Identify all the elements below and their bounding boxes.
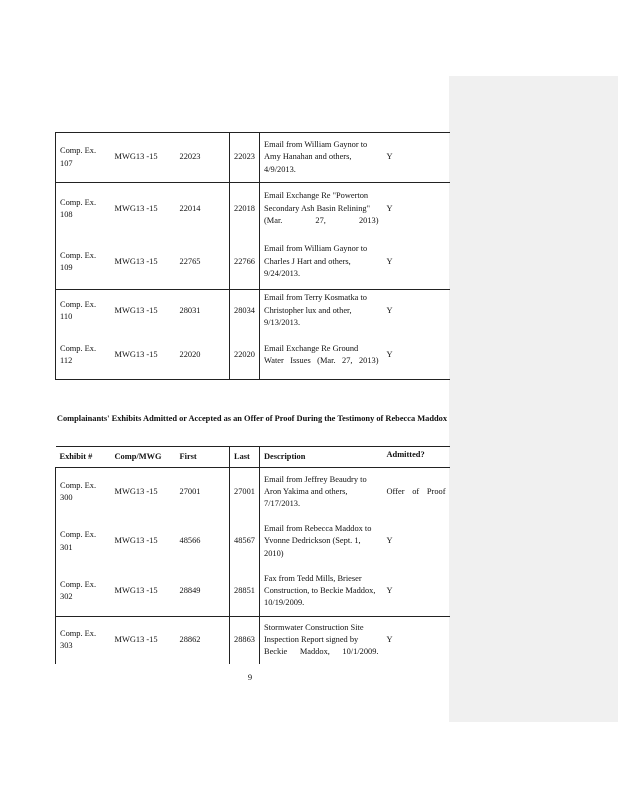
description-cell: Email Exchange Re "Powerton Secondary Ash Basin Relining" (Mar. 27, 2013) [260,183,383,235]
comp-cell: MWG13 -15 [114,152,158,162]
table-row [56,517,450,567]
header-last: Last [230,447,260,468]
header-admitted: Admitted? [386,450,425,459]
admitted-cell: Y [386,635,393,645]
comp-cell: MWG13 -15 [114,203,158,213]
first-cell: 48566 [179,536,201,546]
admitted-cell: Y [386,586,393,596]
last-cell: 22766 [230,235,260,290]
admitted-cell: Offer of Proof [386,487,446,497]
table-row [56,567,450,617]
last-cell: 22018 [230,183,260,235]
comment-panel [449,76,618,722]
table-row [56,290,450,332]
exhibit-cell: Comp. Ex. 107 [56,133,111,183]
first-cell: 22020 [179,350,201,360]
header-comp-mwg: Comp/MWG [114,451,162,461]
description-cell: Email from Terry Kosmatka to Christopher lux and other, 9/13/2013. [260,290,383,332]
first-cell: 22014 [179,203,201,213]
description-cell: Fax from Tedd Mills, Brieser Construction, to Beckie Maddox, 10/19/2009. [260,567,383,617]
description-cell: Email from Jeffrey Beaudry to Aron Yakima and others, 7/17/2013. [260,468,383,517]
page-number: 9 [247,672,253,682]
admitted-cell: Y [386,350,393,360]
last-cell: 22023 [230,133,260,183]
last-cell: 28034 [230,290,260,332]
comp-cell: MWG13 -15 [114,305,158,315]
first-cell: 28862 [179,635,201,645]
table-row [56,468,450,517]
table-row [56,617,450,664]
comp-cell: MWG13 -15 [114,586,158,596]
description-cell: Email from William Gaynor to Charles J Hart and others, 9/24/2013. [260,235,383,290]
first-cell: 22765 [179,256,201,266]
header-first: First [179,451,197,461]
comp-cell: MWG13 -15 [114,487,158,497]
last-cell: 28863 [230,617,260,664]
first-cell: 28849 [179,586,201,596]
header-exhibit: Exhibit # [59,451,93,461]
exhibits-table-2 [55,446,450,664]
comp-cell: MWG13 -15 [114,256,158,266]
comp-cell: MWG13 -15 [114,635,158,645]
first-cell: 27001 [179,487,201,497]
admitted-cell: Y [386,305,393,315]
table-row [56,332,450,380]
description-cell: Email Exchange Re Ground Water Issues (Mar. 27, 2013) [260,332,383,380]
table-row [56,133,450,183]
table-caption: Complainants' Exhibits Admitted or Accepted as an Offer of Proof During the Testimony of Rebecca Maddox [56,414,448,423]
exhibit-cell: Comp. Ex. 109 [56,235,111,290]
table-header-row [56,447,450,468]
admitted-cell: Y [386,152,393,162]
exhibits-table-1 [55,132,450,380]
exhibit-cell: Comp. Ex. 110 [56,290,111,332]
description-cell: Email from Rebecca Maddox to Yvonne Dedrickson (Sept. 1, 2010) [260,517,383,567]
description-cell: Email from William Gaynor to Amy Hanahan and others, 4/9/2013. [260,133,383,183]
description-cell: Stormwater Construction Site Inspection Report signed by Beckie Maddox, 10/1/2009. [260,617,383,664]
exhibit-cell: Comp. Ex. 108 [56,183,111,235]
exhibit-cell: Comp. Ex. 112 [56,332,111,380]
table-row [56,235,450,290]
admitted-cell: Y [386,256,393,266]
first-cell: 22023 [179,152,201,162]
comp-cell: MWG13 -15 [114,350,158,360]
last-cell: 28851 [230,567,260,617]
exhibit-cell: Comp. Ex. 302 [56,567,111,617]
last-cell: 48567 [230,517,260,567]
last-cell: 22020 [230,332,260,380]
last-cell: 27001 [230,468,260,517]
table-row [56,183,450,235]
exhibit-cell: Comp. Ex. 303 [56,617,111,664]
header-description: Description [260,447,383,468]
first-cell: 28031 [179,305,201,315]
comp-cell: MWG13 -15 [114,536,158,546]
exhibit-cell: Comp. Ex. 301 [56,517,111,567]
admitted-cell: Y [386,203,393,213]
admitted-cell: Y [386,536,393,546]
exhibit-cell: Comp. Ex. 300 [56,468,111,517]
